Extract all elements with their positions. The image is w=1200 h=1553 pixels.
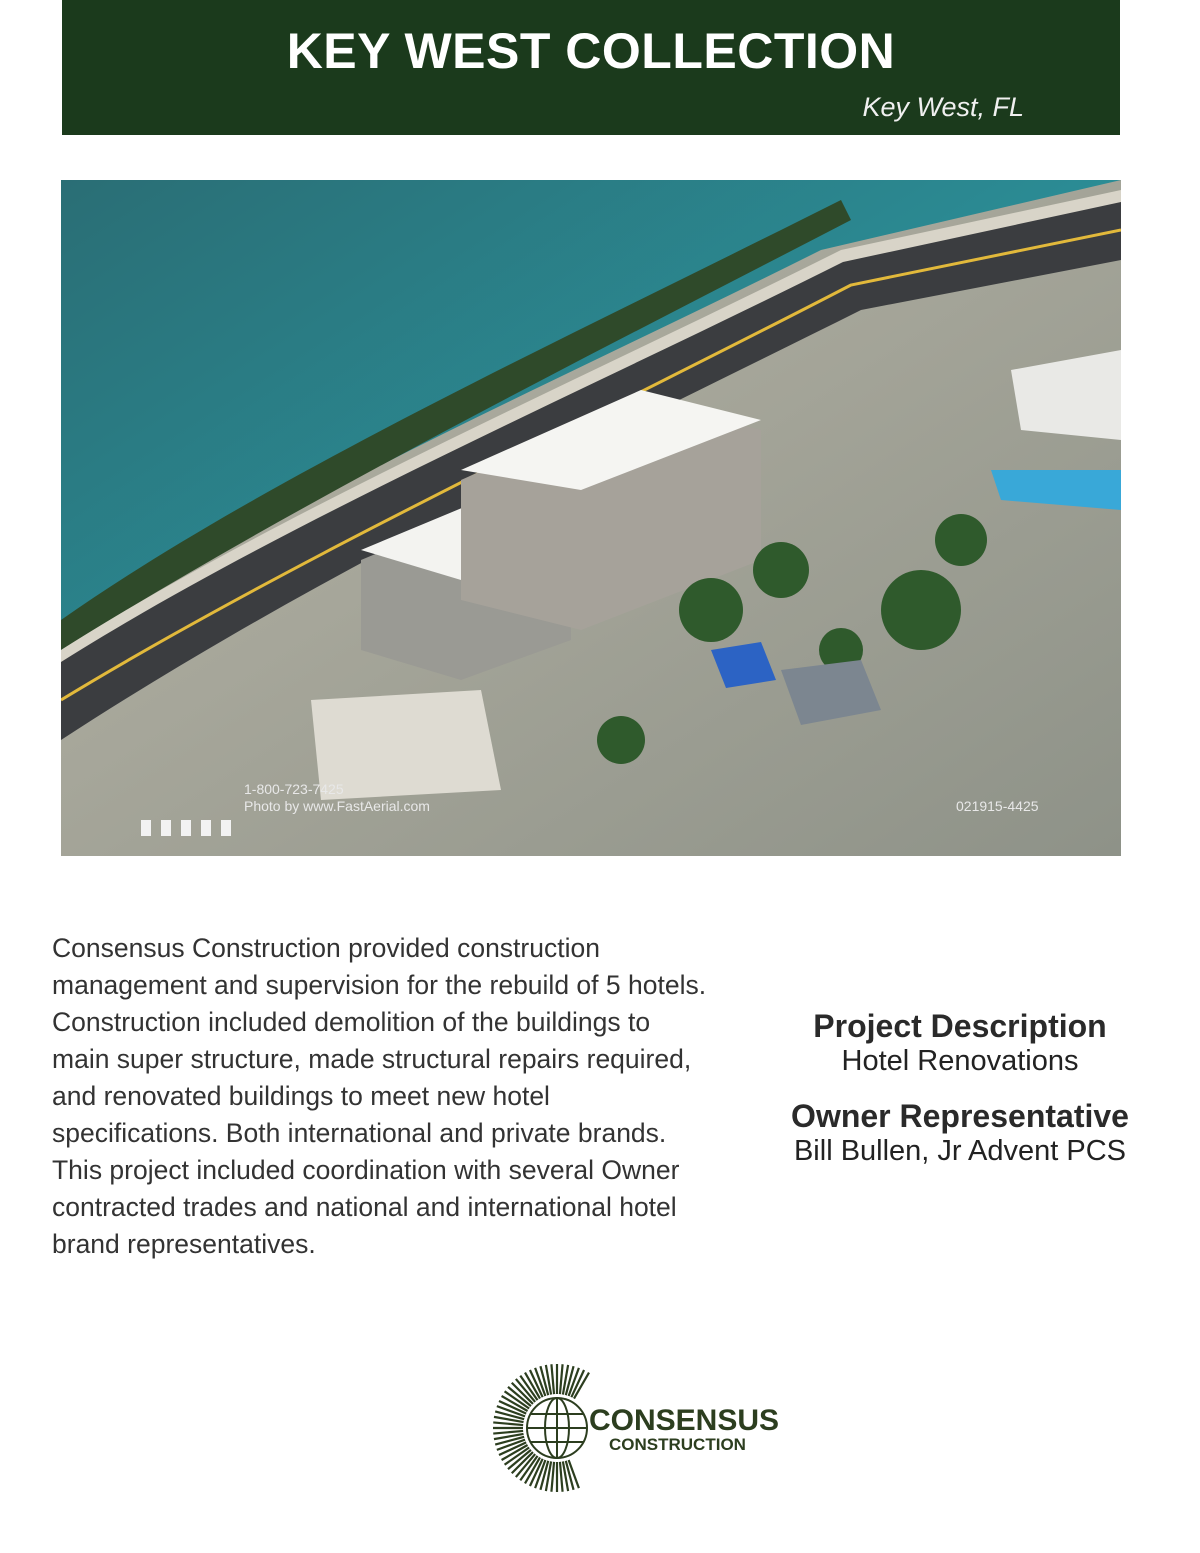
project-description-label: Project Description	[813, 1008, 1107, 1044]
page-title: KEY WEST COLLECTION	[286, 23, 896, 79]
sunburst-ray	[493, 1422, 523, 1425]
photo-id: 021915-4425	[956, 798, 1039, 814]
photo-watermark-credit: Photo by www.FastAerial.com	[244, 798, 430, 814]
aerial-photo-illustration	[61, 180, 1121, 856]
company-logo	[487, 1362, 787, 1494]
sunburst-ray	[560, 1462, 563, 1492]
project-description-value: Hotel Renovations	[841, 1045, 1079, 1077]
globe-icon	[527, 1398, 587, 1458]
aerial-photo	[61, 180, 1121, 856]
project-summary: Consensus Construction provided construction management and supervision for the rebuild of 5 hotels. Construction included demolition of the buildings to main super structure, made structural repairs required, and renovated buildings to meet new hotel specifications. Both international and private brands. This project included coordination with several Owner contracted trades and national and international hotel brand representatives.	[52, 933, 707, 1259]
owner-representative-value: Bill Bullen, Jr Advent PCS	[793, 1135, 1127, 1167]
sunburst-ray	[551, 1364, 554, 1394]
logo-wordmark: CONSENSUS	[589, 1404, 780, 1437]
page-header	[62, 0, 1120, 135]
location-subtitle: Key West, FL	[862, 92, 1024, 122]
sunburst-ray	[493, 1431, 523, 1434]
project-info	[760, 1008, 1160, 1168]
logo-tagline: CONSTRUCTION	[609, 1435, 746, 1454]
sunburst-ray	[560, 1364, 563, 1394]
owner-representative-label: Owner Representative	[791, 1098, 1129, 1134]
photo-watermark-phone: 1-800-723-7425	[244, 781, 344, 797]
sunburst-ray	[551, 1462, 554, 1492]
